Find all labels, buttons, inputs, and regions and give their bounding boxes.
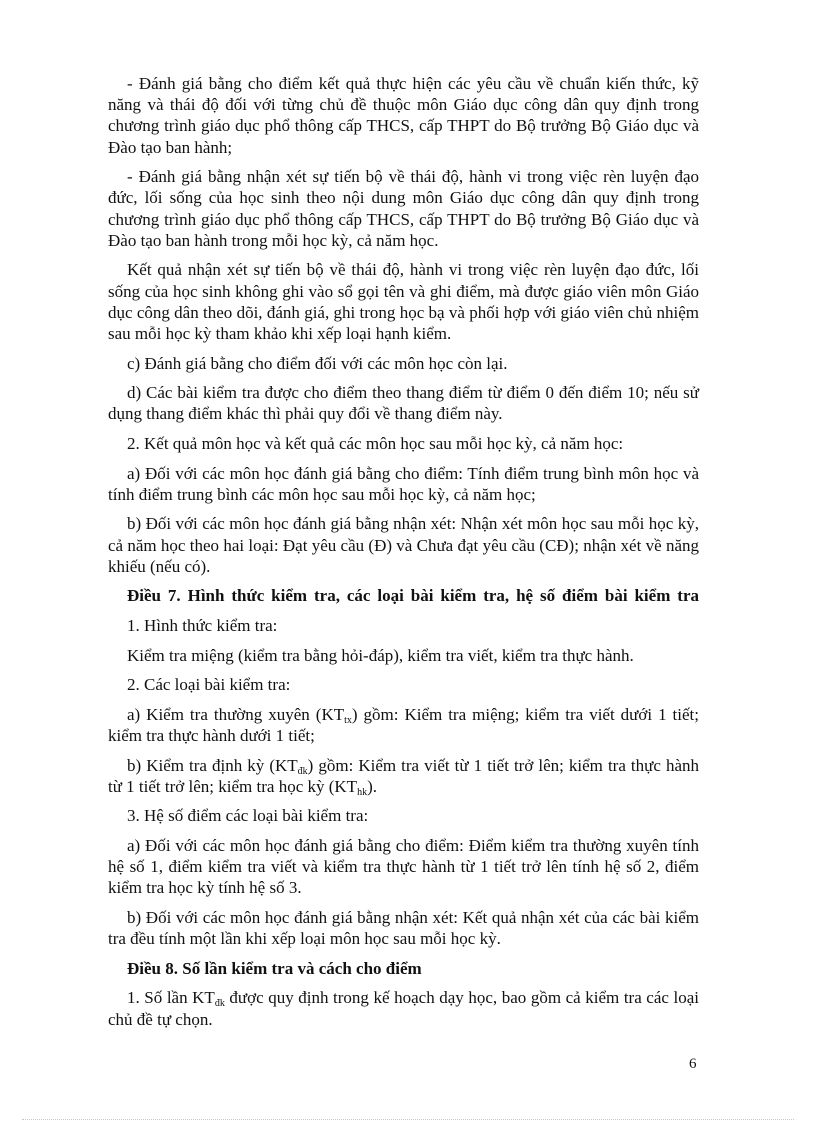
paragraph-clause-2: 2. Kết quả môn học và kết quả các môn học sau mỗi học kỳ, cả năm học: xyxy=(127,434,624,453)
paragraph-art7-clause-3a: a) Đối với các môn học đánh giá bằng cho điểm: Điểm kiểm tra thường xuyên tính hệ số 1, điểm kiểm tra viết và kiểm tra thực hành từ 1 tiết trở lên tính hệ số 2, điểm kiểm tra học kỳ tính hệ số 3. xyxy=(108,835,699,898)
paragraph-art7-clause-1: 1. Hình thức kiểm tra: xyxy=(127,615,278,635)
article-8-heading: Điều 8. Số lần kiểm tra và cách cho điểm xyxy=(127,958,422,978)
subscript: đk xyxy=(214,998,225,1010)
paragraph-comment-result: Kết quả nhận xét sự tiến bộ về thái độ, hành vi trong việc rèn luyện đạo đức, lối sống của học sinh không ghi vào sổ gọi tên và ghi điểm, mà được giáo viên môn Giáo dục công dân theo dõi, đánh giá, ghi trong học bạ và phối hợp với giáo viên chủ nhiệm sau mỗi học kỳ tham khảo khi xếp loại hạnh kiểm. xyxy=(108,260,699,344)
subscript: hk xyxy=(357,786,368,798)
paragraph-art7-test-forms: Kiểm tra miệng (kiểm tra bằng hỏi-đáp), kiểm tra viết, kiểm tra thực hành. xyxy=(127,645,634,665)
text-segment: ) gồm: Kiểm tra miệng; kiểm tra viết dưới 1 tiết; kiểm tra thực hành dưới 1 tiết; xyxy=(108,704,699,745)
paragraph-art7-clause-3: 3. Hệ số điểm các loại bài kiểm tra: xyxy=(127,806,369,826)
text-segment: ) gồm: Kiểm tra viết từ 1 tiết trở lên; kiểm tra thực hành từ 1 tiết trở lên; kiểm tra học kỳ (KT xyxy=(108,755,700,796)
paragraph-gdcd-score-assessment: - Đánh giá bằng cho điểm kết quả thực hiện các yêu cầu về chuẩn kiến thức, kỹ năng và thái độ đối với từng chủ đề thuộc môn Giáo dục công dân quy định trong chương trình giáo dục phổ thông cấp THCS, cấp THPT do Bộ trưởng Bộ Giáo dục và Đào tạo ban hành; xyxy=(108,74,699,157)
subscript: đk xyxy=(297,765,308,777)
page-number: 6 xyxy=(689,1056,697,1072)
page-edge-divider xyxy=(22,1119,794,1120)
paragraph-item-d: d) Các bài kiểm tra được cho điểm theo thang điểm từ điểm 0 đến điểm 10; nếu sử dụng thang điểm khác thì phải quy đổi về thang điểm này. xyxy=(108,383,699,424)
text-segment: được quy định trong kế hoạch dạy học, bao gồm cả kiểm tra các loại chủ đề tự chọn. xyxy=(108,988,699,1029)
paragraph-art8-clause-1 xyxy=(108,987,699,1029)
paragraph-art7-clause-2b xyxy=(108,755,699,797)
paragraph-art7-clause-2: 2. Các loại bài kiểm tra: xyxy=(127,675,291,695)
text-segment: 1. Số lần KT xyxy=(127,988,215,1008)
paragraph-art7-clause-2a xyxy=(108,704,699,746)
text-segment: b) Kiểm tra định kỳ (KT xyxy=(127,755,298,775)
article-7-heading: Điều 7. Hình thức kiểm tra, các loại bài kiểm tra, hệ số điểm bài kiểm tra xyxy=(127,586,699,606)
text-segment: a) Kiểm tra thường xuyên (KT xyxy=(127,704,345,724)
paragraph-clause-2b: b) Đối với các môn học đánh giá bằng nhận xét: Nhận xét môn học sau mỗi học kỳ, cả năm học theo hai loại: Đạt yêu cầu (Đ) và Chưa đạt yêu cầu (CĐ); nhận xét về năng khiếu (nếu có). xyxy=(108,514,699,576)
paragraph-clause-2a: a) Đối với các môn học đánh giá bằng cho điểm: Tính điểm trung bình môn học và tính điểm trung bình các môn học sau mỗi học kỳ, cả năm học; xyxy=(108,463,699,504)
document-body xyxy=(108,73,699,1038)
text-segment: ). xyxy=(367,776,377,796)
paragraph-item-c: c) Đánh giá bằng cho điểm đối với các môn học còn lại. xyxy=(127,353,508,373)
paragraph-gdcd-comment-assessment: - Đánh giá bằng nhận xét sự tiến bộ về thái độ, hành vi trong việc rèn luyện đạo đức, lối sống của học sinh theo nội dung môn Giáo dục công dân quy định trong chương trình giáo dục phổ thông cấp THCS, cấp THPT do Bộ trưởng Bộ Giáo dục và Đào tạo ban hành trong mỗi học kỳ, cả năm học. xyxy=(108,167,699,250)
subscript: tx xyxy=(344,714,352,726)
paragraph-art7-clause-3b: b) Đối với các môn học đánh giá bằng nhận xét: Kết quả nhận xét của các bài kiểm tra đều tính một lần khi xếp loại môn học sau mỗi học kỳ. xyxy=(108,907,699,949)
